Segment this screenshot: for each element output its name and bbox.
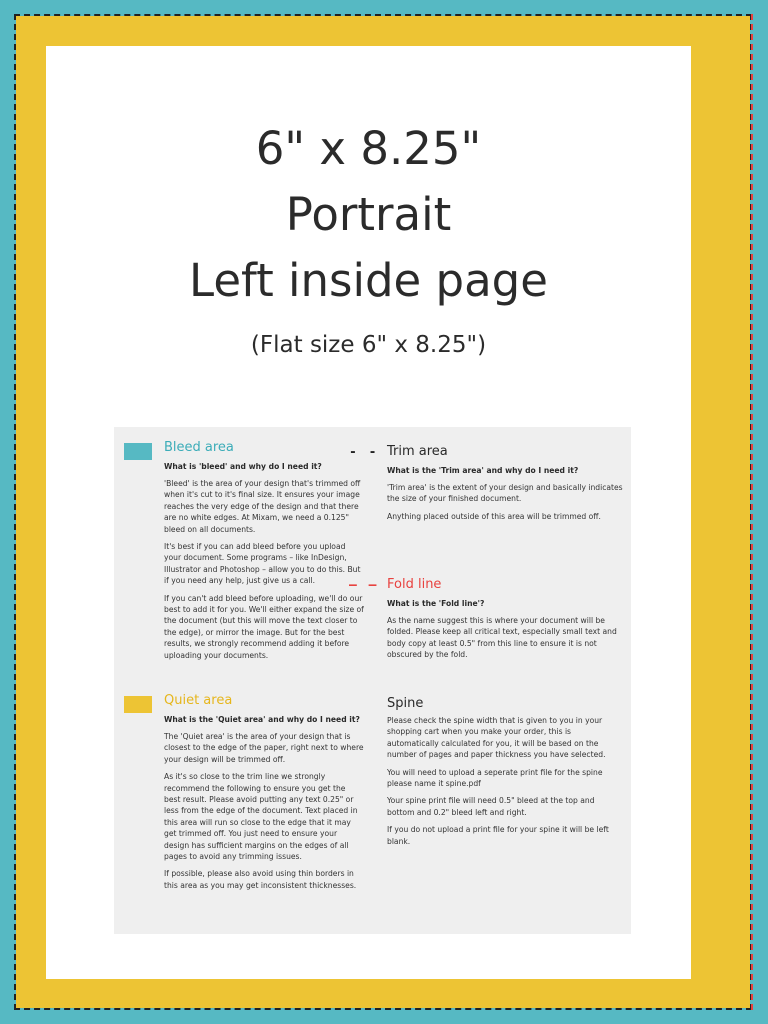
page-position-line: Left inside page bbox=[189, 254, 548, 307]
fold-heading bbox=[349, 576, 623, 596]
bleed-title: Bleed area bbox=[164, 440, 234, 455]
bleed-paragraph: 'Bleed' is the area of your design that's trimmed off when it's cut to it's final size. It ensures your image reaches the very edge of the design and that there are no white edges. At Mixam, we need a 0.125" bleed on all documents. bbox=[164, 479, 361, 534]
trim-paragraph: 'Trim area' is the extent of your design and basically indicates the size of your finished document. bbox=[387, 483, 623, 504]
spine-paragraph: If you do not upload a print file for your spine it will be left blank. bbox=[387, 825, 609, 846]
fold-title: Fold line bbox=[387, 577, 442, 592]
flat-size-subtitle: (Flat size 6" x 8.25") bbox=[250, 332, 487, 358]
bleed-heading bbox=[124, 439, 364, 459]
spine-section bbox=[387, 695, 623, 853]
quiet-swatch bbox=[124, 696, 152, 713]
trim-title: Trim area bbox=[387, 444, 448, 459]
trim-question: What is the 'Trim area' and why do I need it? bbox=[387, 466, 579, 475]
trim-section bbox=[349, 443, 623, 528]
bleed-swatch bbox=[124, 443, 152, 460]
spine-paragraph: Please check the spine width that is given to you in your shopping cart when you make your order, this is automatically calculated for you, it will be based on the number of pages and paper thickness you have selected. bbox=[387, 716, 606, 760]
bleed-paragraph: If you can't add bleed before uploading, we'll do our best to add it for you. We'll either expand the size of the document (but this will move the text closer to the edge), or mirror the image. But for the best results, we strongly recommend adding it before uploading your documents. bbox=[164, 593, 364, 660]
quiet-paragraph: If possible, please also avoid using thin borders in this area as you may get inconsistent thicknesses. bbox=[164, 869, 357, 890]
bleed-section bbox=[124, 439, 364, 667]
spine-paragraph: Your spine print file will need 0.5" bleed at the top and bottom and 0.2" bleed left and right. bbox=[387, 796, 595, 817]
quiet-question: What is the 'Quiet area' and why do I need it? bbox=[164, 715, 360, 724]
fold-paragraph: As the name suggest this is where your document will be folded. Please keep all critical text, especially small text and body copy at least 0.5" from this line to ensure it is not obscured by the fold. bbox=[387, 616, 617, 660]
spine-title: Spine bbox=[387, 696, 424, 711]
fold-line bbox=[751, 14, 753, 1010]
quiet-paragraph: As it's so close to the trim line we strongly recommend the following to ensure you get the best result. Please avoid putting any text 0.25" or less from the edge of the document. Text placed in this area will run so close to the edge that it may get trimmed off. You just need to ensure your design has sufficient margins on the edges of all pages to avoid any trimming issues. bbox=[164, 772, 358, 862]
fold-question: What is the 'Fold line'? bbox=[387, 599, 485, 608]
trim-heading bbox=[349, 443, 623, 463]
fold-section bbox=[349, 576, 623, 667]
bleed-question: What is 'bleed' and why do I need it? bbox=[164, 462, 322, 471]
orientation-line: Portrait bbox=[285, 188, 452, 241]
bleed-paragraph: It's best if you can add bleed before you upload your document. Some programs – like InDesign, Illustrator and Photoshop – allow you to do this. But if you need any help, just give us a call. bbox=[164, 542, 361, 586]
fold-line-marker: — — bbox=[349, 578, 379, 593]
page-title bbox=[46, 116, 691, 314]
spine-paragraph: You will need to upload a seperate print file for the spine please name it spine.pdf bbox=[387, 767, 603, 789]
spine-heading bbox=[387, 695, 623, 715]
trim-paragraph: Anything placed outside of this area will be trimmed off. bbox=[387, 511, 601, 521]
quiet-section bbox=[124, 692, 364, 897]
legend-panel bbox=[114, 427, 631, 934]
trim-line-marker: - - bbox=[349, 445, 379, 460]
page-size-line: 6" x 8.25" bbox=[255, 122, 482, 175]
quiet-heading bbox=[124, 692, 364, 712]
quiet-paragraph: The 'Quiet area' is the area of your design that is closest to the edge of the paper, right next to where your design will be trimmed off. bbox=[164, 732, 364, 764]
page-safe-area bbox=[46, 46, 691, 979]
quiet-title: Quiet area bbox=[164, 693, 233, 708]
